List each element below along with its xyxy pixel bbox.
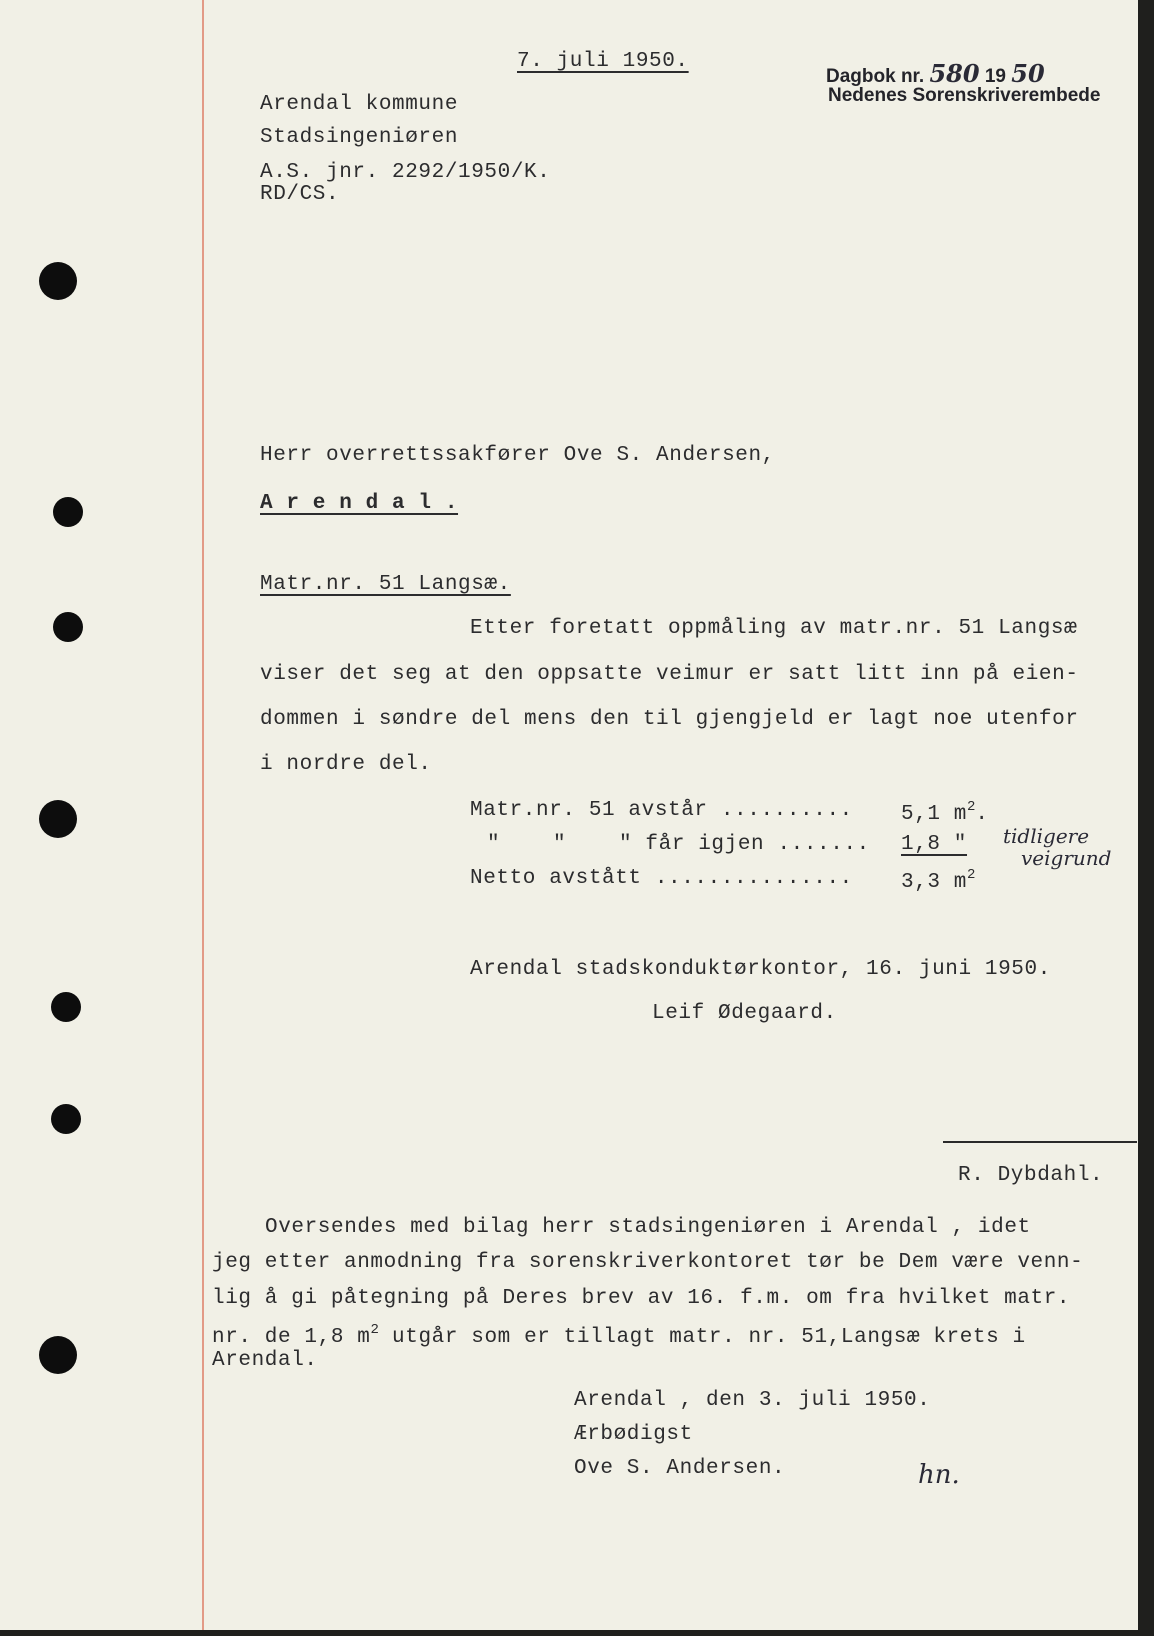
recipient-place: A r e n d a l . — [260, 492, 459, 515]
calc-row-3-amount: 3,3 m — [901, 871, 968, 894]
sender-line: Stadsingeniøren — [260, 126, 459, 149]
calc-row-1-amount: 5,1 m — [901, 803, 968, 826]
forward-line: jeg etter anmodning fra sorenskriverkontoret tør be Dem være venn- — [212, 1251, 1084, 1274]
recipient-name: Herr overrettssakfører Ove S. Andersen, — [260, 444, 775, 467]
dagbok-year-prefix: 19 — [984, 66, 1006, 87]
dagbok-number: 580 — [929, 59, 980, 88]
forward-closing: Ærbødigst — [574, 1423, 693, 1446]
punch-hole — [39, 262, 77, 300]
punch-hole — [51, 992, 81, 1022]
body-line: Etter foretatt oppmåling av matr.nr. 51 Langsæ — [470, 617, 1078, 640]
calc-row-1-value — [901, 800, 989, 825]
punch-hole — [39, 1336, 77, 1374]
sender-line: A.S. jnr. 2292/1950/K. — [260, 161, 551, 184]
calc-row-3-sup: 2 — [967, 867, 976, 883]
document-date: 7. juli 1950. — [517, 50, 689, 73]
calc-row-3-label: Netto avstått ............... — [470, 867, 853, 890]
sender-line: Arendal kommune — [260, 93, 459, 116]
calc-row-2-value: 1,8 " — [901, 833, 968, 856]
signature-rule — [943, 1141, 1137, 1143]
calc-row-1-sup: 2 — [967, 799, 976, 815]
forward-line: lig å gi påtegning på Deres brev av 16. f.m. om fra hvilket matr. — [212, 1287, 1071, 1310]
handwritten-note-1: tidligere — [1003, 824, 1090, 848]
forward-sup: 2 — [370, 1322, 379, 1338]
forward-line-part: utgår som er tillagt matr. nr. 51,Langsæ krets i — [378, 1326, 1026, 1349]
dagbok-label: Dagbok nr. — [826, 66, 925, 87]
signature-1-place-date: Arendal stadskonduktørkontor, 16. juni 1950. — [470, 958, 1051, 981]
forward-line-part: nr. de 1,8 m — [212, 1326, 371, 1349]
margin-line — [202, 0, 204, 1630]
dagbok-stamp — [826, 59, 1045, 88]
forward-line: Oversendes med bilag herr stadsingeniøren i Arendal , idet — [265, 1216, 1031, 1239]
punch-hole — [53, 612, 83, 642]
sender-line: RD/CS. — [260, 183, 340, 206]
body-line: viser det seg at den oppsatte veimur er satt litt inn på eien- — [260, 663, 1079, 686]
punch-hole — [51, 1104, 81, 1134]
signature-1-name: Leif Ødegaard. — [652, 1002, 837, 1025]
calc-row-2-label: " " " får igjen ....... — [487, 833, 870, 856]
punch-hole — [39, 800, 77, 838]
office-stamp: Nedenes Sorenskriverembede — [828, 85, 1101, 106]
body-line: dommen i søndre del mens den til gjengjeld er lagt noe utenfor — [260, 708, 1079, 731]
forward-signer: Ove S. Andersen. — [574, 1457, 786, 1480]
calc-row-1-label: Matr.nr. 51 avstår .......... — [470, 799, 853, 822]
body-line: i nordre del. — [260, 753, 432, 776]
dagbok-year-suffix: 50 — [1011, 59, 1045, 88]
handwritten-note-2: veigrund — [1021, 846, 1112, 870]
subject-line: Matr.nr. 51 Langsæ. — [260, 573, 511, 596]
handwritten-initials: hn. — [918, 1460, 960, 1490]
forward-place-date: Arendal , den 3. juli 1950. — [574, 1389, 931, 1412]
signature-2-name: R. Dybdahl. — [958, 1164, 1104, 1187]
forward-line: Arendal. — [212, 1349, 318, 1372]
calc-row-3-value — [901, 868, 975, 893]
forward-line — [212, 1323, 1026, 1348]
punch-hole — [53, 497, 83, 527]
calc-row-1-end: . — [975, 803, 989, 826]
